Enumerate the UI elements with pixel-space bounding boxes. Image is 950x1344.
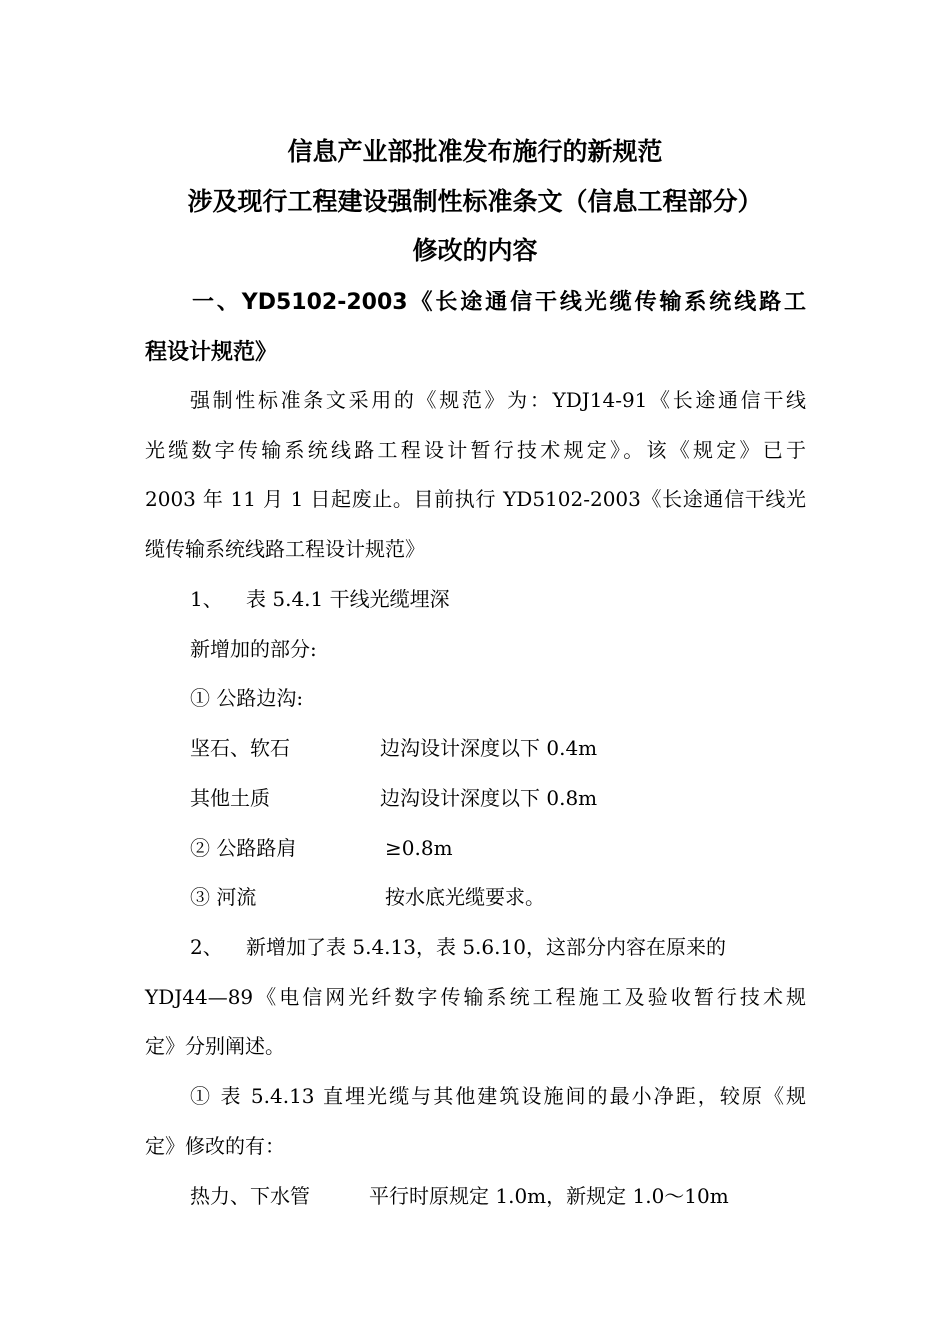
title-line-1: 信息产业部批准发布施行的新规范 xyxy=(287,137,663,166)
row-label: 热力、下水管 xyxy=(190,1184,310,1208)
road-ditch-label: ① 公路边沟: xyxy=(190,686,304,710)
paragraph-1-line-3: 2003 年 11 月 1 日起废止。目前执行 YD5102-2003《长途通信干线光 xyxy=(145,487,806,511)
section-heading-line-1: 一、YD5102-2003《长途通信干线光缆传输系统线路工 xyxy=(192,290,806,315)
sub-item-1-line-2: 定》修改的有： xyxy=(145,1134,285,1158)
item-2-number: 2、 xyxy=(190,935,223,959)
paragraph-1-line-4: 缆传输系统线路工程设计规范》 xyxy=(145,537,425,561)
row-label: 坚石、软石 xyxy=(190,736,290,760)
row-value: 边沟设计深度以下 0.4m xyxy=(380,736,598,760)
item-1-number: 1、 xyxy=(190,587,223,611)
title-line-2: 涉及现行工程建设强制性标准条文（信息工程部分） xyxy=(187,187,763,216)
sub-item-1-line-1: ① 表 5.4.13 直埋光缆与其他建筑设施间的最小净距，较原《规 xyxy=(190,1084,806,1108)
title-line-3: 修改的内容 xyxy=(412,236,538,265)
section-heading-line-2: 程设计规范》 xyxy=(145,340,278,365)
item-2-line-1: 新增加了表 5.4.13，表 5.6.10，这部分内容在原来的 xyxy=(246,935,726,959)
row-value: 按水底光缆要求。 xyxy=(385,885,545,909)
item-2-line-2: YDJ44—89《电信网光纤数字传输系统工程施工及验收暂行技术规 xyxy=(145,985,806,1009)
item-1-text: 表 5.4.1 干线光缆埋深 xyxy=(246,587,450,611)
row-value: ≥0.8m xyxy=(385,836,453,860)
row-label: ② 公路路肩 xyxy=(190,836,297,860)
row-label: 其他土质 xyxy=(190,786,270,810)
row-label: ③ 河流 xyxy=(190,885,257,909)
paragraph-1-line-1: 强制性标准条文采用的《规范》为：YDJ14-91《长途通信干线 xyxy=(190,388,806,412)
row-value: 平行时原规定 1.0m，新规定 1.0～10m xyxy=(369,1184,729,1208)
item-2-line-3: 定》分别阐述。 xyxy=(145,1034,285,1058)
paragraph-1-line-2: 光缆数字传输系统线路工程设计暂行技术规定》。该《规定》已于 xyxy=(145,438,806,462)
added-label: 新增加的部分: xyxy=(190,637,317,661)
row-value: 边沟设计深度以下 0.8m xyxy=(380,786,598,810)
